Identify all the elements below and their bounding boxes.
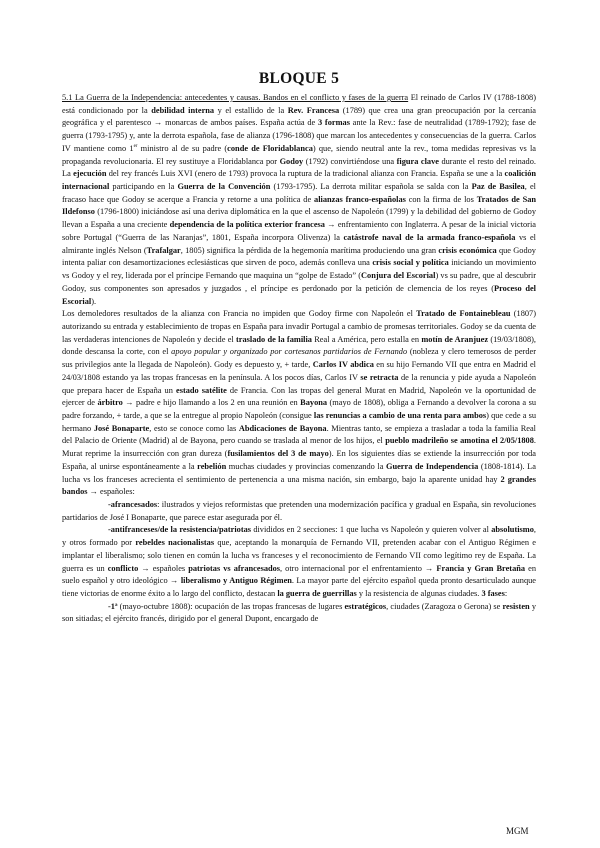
text-run: (1793-1795). La derrota militar española se salda con la xyxy=(270,182,472,192)
bold-term: las renuncias a cambio de una renta para ambos xyxy=(313,410,487,420)
bold-term: -1ª xyxy=(108,601,118,611)
text-run: (1807) autorizando su entrada y establecimiento de tropas en España para invadir Portugal a cambio de promesas territoriales. Godoy se da cuenta de las verdaderas intenciones de Napoleón y decide el xyxy=(62,309,536,344)
page-title: BLOQUE 5 xyxy=(258,70,340,87)
bold-term: árbitro xyxy=(97,398,123,408)
paragraph-4 xyxy=(62,524,536,600)
text-run: y el estallido de la xyxy=(214,105,288,115)
text-run: , ciudades (Zaragoza o Gerona) se xyxy=(386,601,503,611)
bold-term: 2 grandes bandos xyxy=(62,474,536,497)
bold-term: ejecución xyxy=(73,169,107,179)
text-run: durante el resto del reinado. La xyxy=(62,156,536,179)
text-run: → españoles xyxy=(138,563,189,573)
bold-term: crisis económica xyxy=(438,245,497,255)
text-run: en suelo español y otro ideológico → xyxy=(62,563,536,586)
text-run: . Murat reprime la insurrección con gran dureza ( xyxy=(62,436,536,459)
text-run: ante la Rev.: fase de neutralidad (1789-1792); fase de guerra (1793-1795) y, ante la derrota española, fase de alianza (1796-1808) que marcan los antecedentes y consecuencias de la guerra. Carlos IV mantiene como 1 xyxy=(62,118,536,153)
bold-term: crisis social y política xyxy=(372,258,449,268)
bold-term: Francia y Gran Bretaña xyxy=(436,563,526,573)
text-run: ) que cede a su hermano xyxy=(62,410,536,433)
bold-term: catástrofe naval de la armada franco-española xyxy=(343,232,516,242)
bold-term: motín de Aranjuez xyxy=(421,334,489,344)
text-run: de la renuncia y pide ayuda a Napoleón que prepara hacer de España un xyxy=(62,372,536,395)
paragraph-1 xyxy=(62,92,536,308)
bold-term: absolutismo xyxy=(491,525,534,535)
text-run: El reinado de Carlos IV (1788-1808) está condicionado por la xyxy=(62,93,536,115)
bold-term: Carlos IV abdica xyxy=(312,360,374,370)
text-run: . La mayor parte del ejército español queda pronto desarticulado aunque tiene victorias de enorme éxito a lo largo del conflicto, destacan xyxy=(62,576,536,599)
text-run: → españoles: xyxy=(87,487,135,497)
bold-term: Conjura del Escorial xyxy=(361,271,436,281)
bold-term: 3 formas xyxy=(318,118,350,128)
text-run: : ilustrados y viejos reformistas que pretenden una modernización pacífica y gradual en España, sin revoluciones partidarios de José I Bonaparte, que parece estar asegurada por él. xyxy=(62,500,536,522)
text-run: (1808-1814). La lucha vs los franceses acrecienta el sentimiento de pertenencia a una misma nación, sin embargo, bajo la aparente unidad hay xyxy=(62,461,536,484)
bold-term: rebelión xyxy=(197,461,227,471)
text-run: iniciando un movimiento vs Godoy y el rey, liderada por el príncipe Fernando que maquina un “golpe de Estado” ( xyxy=(62,258,536,281)
bold-term: coalición internacional xyxy=(62,169,536,192)
bold-term: patriotas vs afrancesados xyxy=(188,563,281,573)
text-run: que, aceptando la monarquía de Fernando VII, pretenden acabar con el Antiguo Régimen e implantar el liberalismo; solo tienen en común la lucha vs franceses y el reconocimiento de Fernando VII como legítimo rey de España. La guerra es un xyxy=(62,538,536,573)
text-run: ) vs su padre, que al descubrir Godoy, sus componentes son apresados y juzgados , el príncipe es perdonado por la petición de clemencia de los reyes ( xyxy=(62,271,536,293)
text-run: , el fracaso hace que Godoy se acerque a Francia y retorne a una política de xyxy=(62,182,536,204)
bold-term: figura clave xyxy=(396,156,439,166)
text-run: → enfrentamiento con Inglaterra. A pesar de la inicial victoria sobre Portugal (“Guerra de las Naranjas”, 1801, España incorpora Olivenza) la xyxy=(62,220,536,242)
text-run: (1796-1800) iniciándose así una deriva diplomática en la que el ascenso de Napoleón (1799) y la debilidad del gobierno de Godoy llevan a España a una creciente xyxy=(62,207,536,230)
bold-term: liberalismo y Antiguo Régimen xyxy=(180,576,292,586)
bold-term: dependencia de la política exterior francesa xyxy=(169,220,325,230)
text-run: vs el almirante inglés Nelson ( xyxy=(62,232,536,255)
paragraph-2 xyxy=(62,308,536,499)
footer-initials: MGM xyxy=(506,826,529,836)
bold-term: Proceso del Escorial xyxy=(62,283,536,306)
text-run: participando en la xyxy=(109,182,178,192)
text-run: (1792) convirtiéndose una xyxy=(303,156,397,166)
bold-term: pueblo madrileño se amotina el 2/05/1808 xyxy=(385,436,534,446)
paragraph-3 xyxy=(62,499,536,524)
text-run: . Mientras tanto, se empieza a trasladar a toda la familia Real del Palacio de Oriente (Madrid) al de Bayona, pero cuando se traslada al menor de los hijos, el xyxy=(62,423,536,446)
bold-term: Paz de Basilea xyxy=(471,182,525,192)
bold-term: se retracta xyxy=(360,372,399,382)
bold-term: 3 fases xyxy=(481,589,505,599)
text-run: , otro internacional por el enfrentamiento → xyxy=(280,563,437,573)
bold-term: fusilamientos del 3 de mayo xyxy=(227,449,329,459)
bold-term: Bayona xyxy=(300,398,328,408)
bold-term: Trafalgar xyxy=(146,245,181,255)
bold-term: José Bonaparte xyxy=(93,423,150,433)
bold-term: estratégicos xyxy=(344,601,387,611)
text-run: → padre e hijo llamando a los 2 en una reunión en xyxy=(122,398,301,408)
bold-term: alianzas franco-españolas xyxy=(314,194,406,204)
text-run: del rey francés Luis XVI (enero de 1793) provoca la ruptura de la tradicional alianza con Francia. España se une a la xyxy=(106,169,505,179)
bold-term: debilidad interna xyxy=(151,105,215,115)
text-run: y la resistencia de algunas ciudades. xyxy=(356,589,482,599)
section-heading: 5.1 La Guerra de la Independencia: antecedentes y causas. Bandos en el conflicto y fases de la guerra xyxy=(62,93,409,102)
text-run: : xyxy=(504,589,508,599)
bold-term: conflicto xyxy=(107,563,139,573)
text-run: , 1805) significa la pérdida de la hegemonía marítima produciendo una gran xyxy=(180,245,439,255)
text-run: Real a América, pero estalla en xyxy=(311,334,422,344)
bold-term: Godoy xyxy=(279,156,304,166)
bold-term: Abdicaciones de Bayona xyxy=(238,423,327,433)
text-run: muchas ciudades y provincias comenzando la xyxy=(226,461,386,471)
bold-term: traslado de la familia xyxy=(236,334,312,344)
text-run: ). xyxy=(91,296,97,306)
bold-term: conde de Floridablanca xyxy=(227,143,313,153)
text-run: (mayo-octubre 1808): ocupación de las tropas francesas de lugares xyxy=(117,601,345,611)
bold-term: -afrancesados xyxy=(108,500,158,509)
text-run: en su hijo Fernando VII que entra en Madrid el 24/03/1808 estando ya las tropas francesas en la península. A los pocos días, Carlos IV xyxy=(62,360,536,382)
text-run: y son sitiadas; el ejército francés, dirigido por el general Dupont, encargado de xyxy=(62,601,536,624)
text-run: ministro al de su padre ( xyxy=(137,143,228,153)
bold-term: Guerra de la Convención xyxy=(177,182,271,192)
bold-term: Tratado de Fontainebleau xyxy=(416,309,511,319)
text-run: , y otros formado por xyxy=(62,525,536,548)
bold-term: Rev. Francesa xyxy=(287,105,340,115)
text-run: de Francia. Con las tropas del general Murat en Madrid, Napoleón ve la oportunidad de ejercer de xyxy=(62,385,536,408)
bold-term: Guerra de Independencia xyxy=(385,461,479,471)
text-run: Los demoledores resultados de la alianza con Francia no impiden que Godoy firme con Napoleón el xyxy=(62,309,417,319)
bold-term: -antifranceses/de la resistencia/patriotas xyxy=(108,525,252,535)
bold-term: estado satélite xyxy=(176,385,227,395)
text-run: divididos en 2 secciones: 1 que lucha vs Napoleón y quieren volver al xyxy=(251,525,492,535)
text-run: con la firma de los xyxy=(405,194,477,204)
text-run: , esto se conoce como las xyxy=(149,423,239,433)
paragraph-5 xyxy=(62,601,536,626)
text-run: (nobleza y clero temerosos de perder sus privilegios ante la llegada de Napoleón). Gody es depuesto y, + tarde, xyxy=(62,347,536,370)
bold-term: resisten xyxy=(502,601,530,611)
text-run: ) que, siendo neutral ante la rev., toma medidas represivas vs la propaganda revolucionaria. El rey sustituye a Floridablanca por xyxy=(62,143,536,166)
text-run: (19/03/1808), donde descansa la corte, con el xyxy=(62,334,536,357)
text-run: ). En los siguientes días se extiende la insurrección por toda España, al unirse espontáneamente a la xyxy=(62,449,536,471)
bold-term: Tratados de San Ildefonso xyxy=(62,194,536,217)
document-body xyxy=(62,70,536,825)
superscript: er xyxy=(133,144,138,150)
text-run: (mayo de 1808), obliga a Fernando a devolver la corona a su padre forzando, + tarde, a que se la entregue al propio Napoleón (consigue xyxy=(62,398,536,420)
text-run: que Godoy intenta paliar con desamortizaciones eclesiásticas que sirven de poco, además conlleva una xyxy=(62,245,536,268)
bold-term: rebeldes nacionalistas xyxy=(135,538,215,548)
text-run: (1789) que crea una gran preocupación por la cercanía geográfica y el parentesco → monarcas de ambos países. España actúa de xyxy=(62,105,536,128)
italic-text: apoyo popular y organizado por cortesanos partidarios de Fernando xyxy=(171,347,408,357)
bold-term: la guerra de guerrillas xyxy=(277,589,357,599)
